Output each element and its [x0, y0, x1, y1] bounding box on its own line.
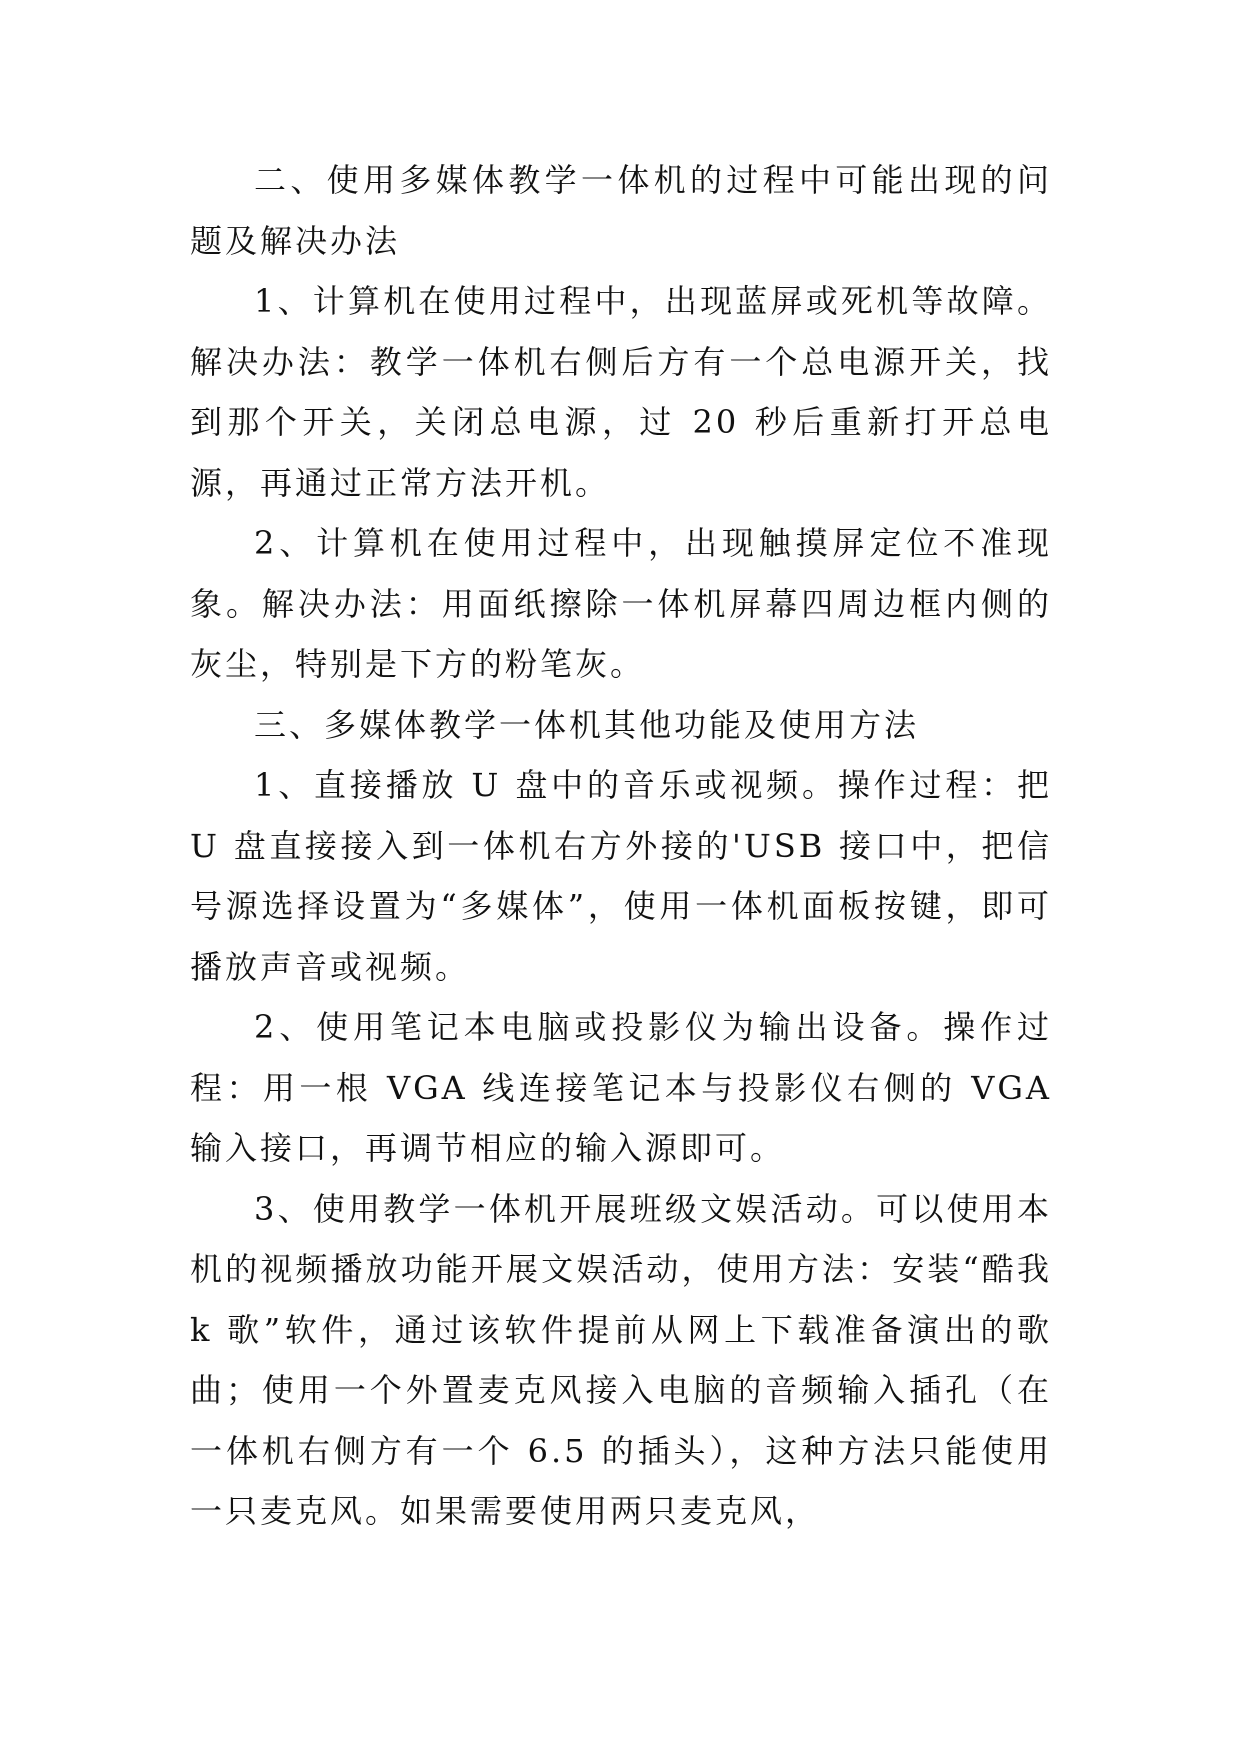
paragraph-usb-playback: 1、直接播放 U 盘中的音乐或视频。操作过程：把 U 盘直接接入到一体机右方外接的'USB 接口中，把信号源选择设置为“多媒体”，使用一体机面板按键，即可播放声音或视频。: [190, 766, 1052, 986]
paragraph-entertainment: 3、使用教学一体机开展班级文娱活动。可以使用本机的视频播放功能开展文娱活动，使用方法：安装“酷我 k 歌”软件，通过该软件提前从网上下载准备演出的歌曲；使用一个外置麦克风接入电脑的音频输入插孔（在一体机右侧方有一个 6.5 的插头），这种方法只能使用一只麦克风。如果需要使用两只麦克风，: [190, 1189, 1052, 1530]
document-body: [190, 150, 1052, 1542]
paragraph-touchscreen-fix: 2、计算机在使用过程中，出现触摸屏定位不准现象。解决办法：用面纸擦除一体机屏幕四周边框内侧的灰尘，特别是下方的粉笔灰。: [190, 524, 1052, 683]
paragraph-bluescreen-fix: 1、计算机在使用过程中，出现蓝屏或死机等故障。解决办法：教学一体机右侧后方有一个总电源开关，找到那个开关，关闭总电源，过 20 秒后重新打开总电源，再通过正常方法开机。: [190, 282, 1052, 502]
paragraph-laptop-projector: 2、使用笔记本电脑或投影仪为输出设备。操作过程：用一根 VGA 线连接笔记本与投影仪右侧的 VGA 输入接口，再调节相应的输入源即可。: [190, 1008, 1052, 1167]
section-heading-other-functions: 三、多媒体教学一体机其他功能及使用方法: [254, 705, 920, 744]
section-heading-problems: 二、使用多媒体教学一体机的过程中可能出现的问题及解决办法: [190, 161, 1052, 260]
